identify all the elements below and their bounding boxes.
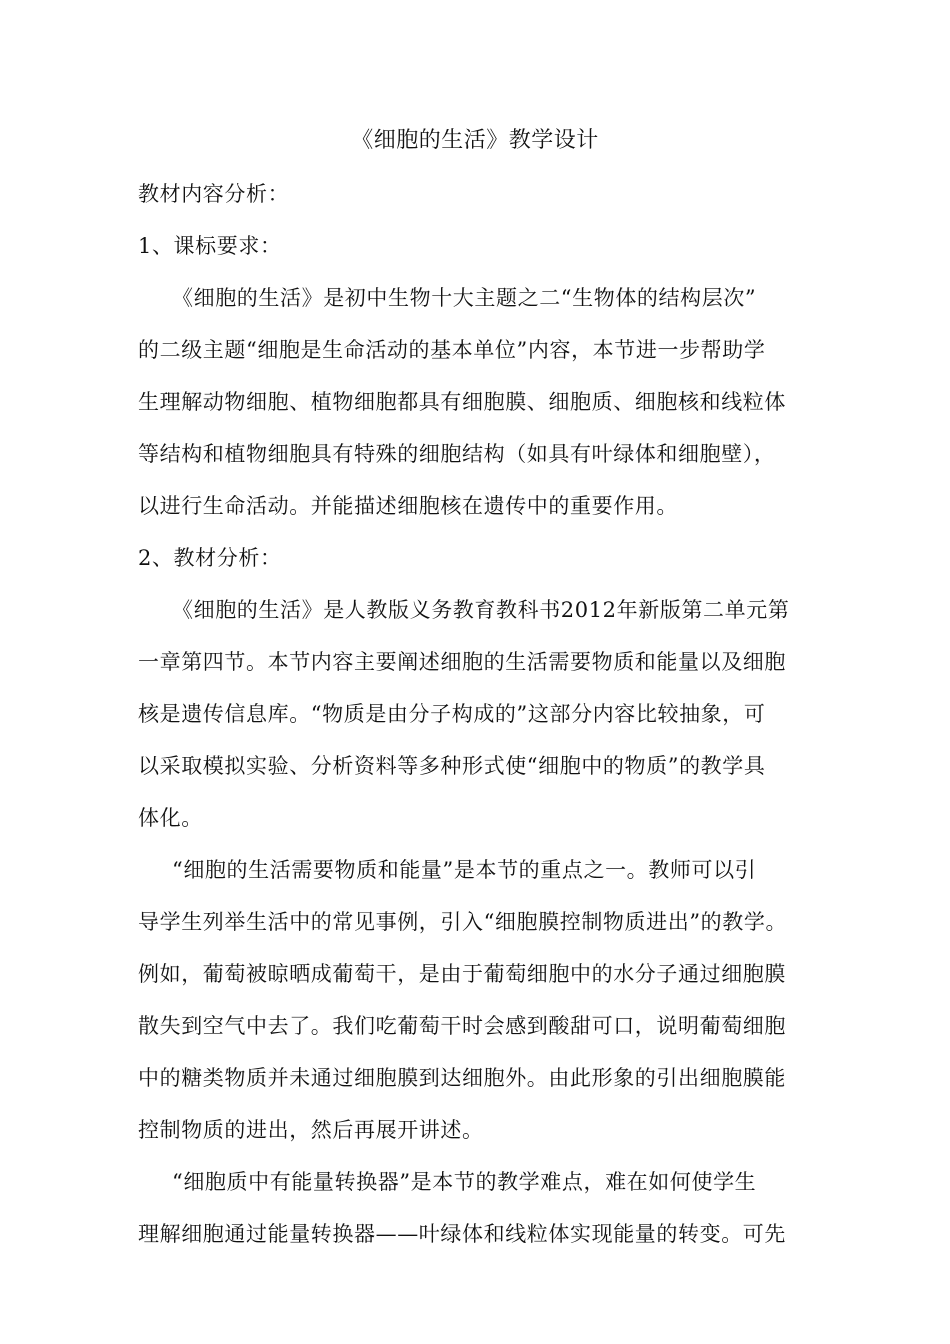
section-heading: 教材内容分析： [138,182,290,206]
document-title: 《细胞的生活》教学设计 [351,128,599,153]
paragraph-line: 《细胞的生活》是初中生物十大主题之二“生物体的结构层次” [172,286,757,310]
paragraph-line: 散失到空气中去了。我们吃葡萄干时会感到酸甜可口，说明葡萄细胞 [138,1014,786,1038]
paragraph-line: 例如，葡萄被晾晒成葡萄干，是由于葡萄细胞中的水分子通过细胞膜 [138,962,786,986]
paragraph-line: 生理解动物细胞、植物细胞都具有细胞膜、细胞质、细胞核和线粒体 [138,390,786,414]
subsection-heading: 2、教材分析： [138,546,282,570]
paragraph-line: 以采取模拟实验、分析资料等多种形式使“细胞中的物质”的教学具 [138,754,766,778]
paragraph-line: 以进行生命活动。并能描述细胞核在遗传中的重要作用。 [138,494,678,518]
paragraph-line: 中的糖类物质并未通过细胞膜到达细胞外。由此形象的引出细胞膜能 [138,1066,786,1090]
paragraph-line: “细胞的生活需要物质和能量”是本节的重点之一。教师可以引 [172,858,757,882]
paragraph-line: 体化。 [138,806,203,830]
paragraph-line: 核是遗传信息库。“物质是由分子构成的”这部分内容比较抽象，可 [138,702,766,726]
paragraph-line: “细胞质中有能量转换器”是本节的教学难点，难在如何使学生 [172,1170,757,1194]
paragraph-line: 一章第四节。本节内容主要阐述细胞的生活需要物质和能量以及细胞 [138,650,786,674]
paragraph-line: 理解细胞通过能量转换器——叶绿体和线粒体实现能量的转变。可先 [138,1222,786,1246]
paragraph-line: 控制物质的进出，然后再展开讲述。 [138,1118,484,1142]
paragraph-line: 等结构和植物细胞具有特殊的细胞结构（如具有叶绿体和细胞壁）， [138,442,776,466]
paragraph-line: 的二级主题“细胞是生命活动的基本单位”内容，本节进一步帮助学 [138,338,766,362]
paragraph-line: 导学生列举生活中的常见事例，引入“细胞膜控制物质进出”的教学。 [138,910,788,934]
paragraph-line: 《细胞的生活》是人教版义务教育教科书2012年新版第二单元第 [172,598,790,622]
subsection-heading: 1、课标要求： [138,234,282,258]
